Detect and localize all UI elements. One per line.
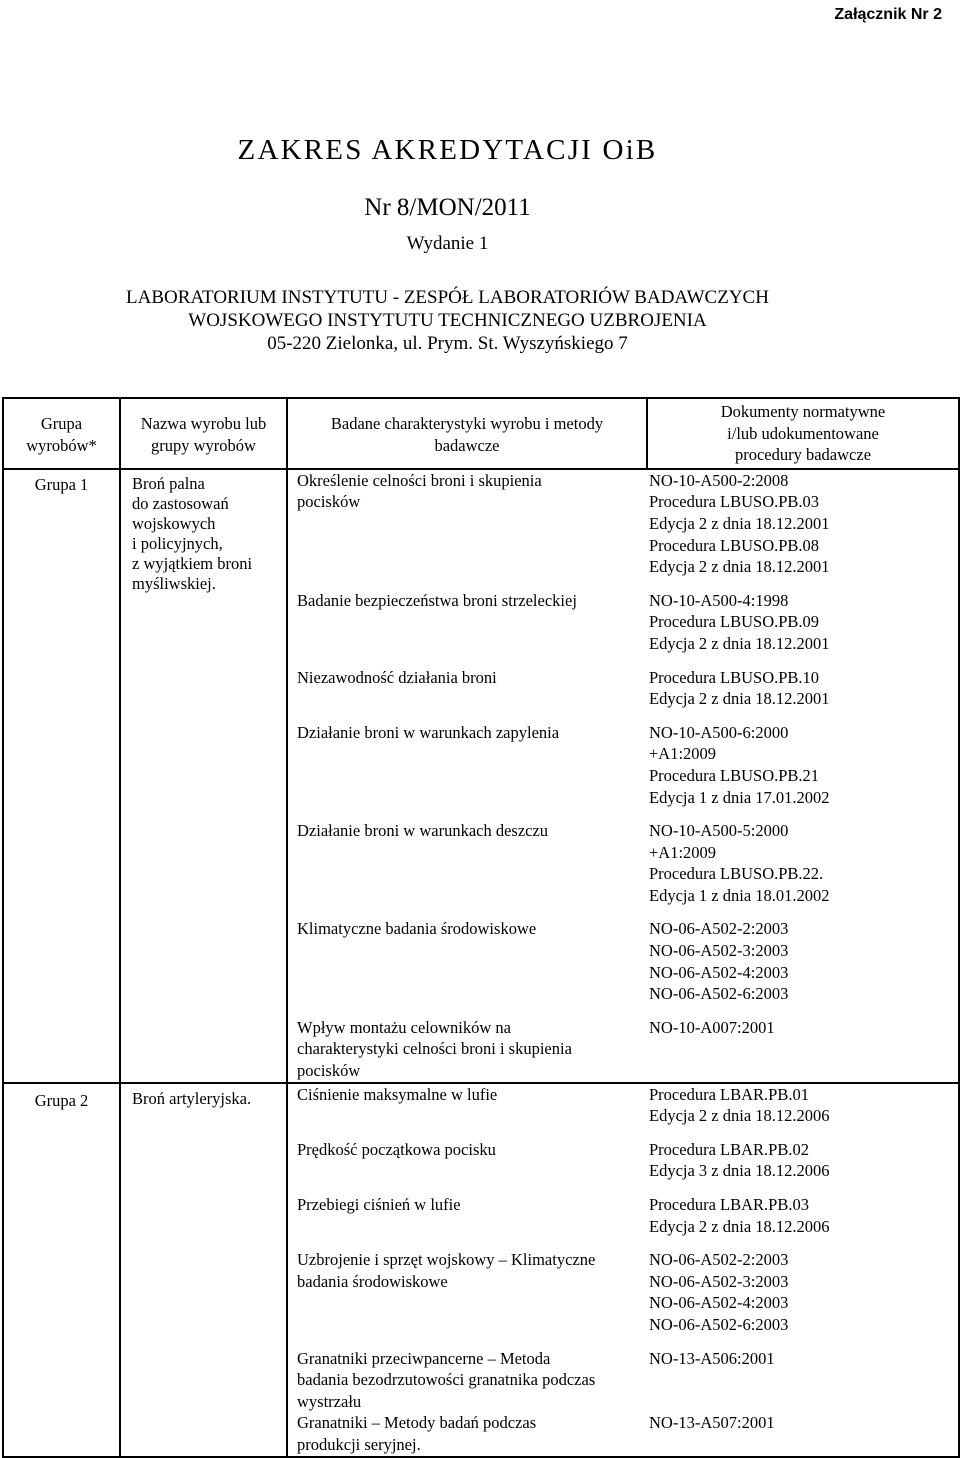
characteristic-line: charakterystyki celności broni i skupienia [297, 1039, 572, 1059]
characteristic [288, 1139, 645, 1182]
documents [645, 1194, 958, 1237]
document-line: NO-10-A500-5:2000 [649, 821, 789, 841]
document-line: Edycja 2 z dnia 18.12.2001 [649, 689, 830, 709]
documents [645, 1348, 958, 1413]
document-line: Edycja 2 z dnia 18.12.2006 [649, 1216, 830, 1236]
accreditation-number: Nr 8/MON/2011 [364, 194, 531, 221]
document-line: NO-06-A502-3:2003 [649, 941, 789, 961]
document-line: Procedura LBAR.PB.03 [649, 1195, 809, 1214]
document-line: Edycja 2 z dnia 18.12.2001 [649, 513, 830, 533]
document-line: Procedura LBAR.PB.02 [649, 1139, 809, 1159]
documents [645, 1084, 958, 1127]
document-line: NO-13-A506:2001 [649, 1348, 775, 1368]
test-items [287, 1083, 959, 1457]
document-line: Edycja 2 z dnia 18.12.2006 [649, 1106, 830, 1126]
characteristic-line: badania środowiskowe [297, 1271, 448, 1291]
characteristic-line: Działanie broni w warunkach deszczu [297, 821, 549, 841]
document-line: Edycja 2 z dnia 18.12.2001 [649, 633, 830, 653]
document-line: NO-13-A507:2001 [649, 1413, 775, 1433]
group-row-2 [3, 1083, 959, 1457]
characteristic [288, 470, 645, 578]
documents [645, 918, 958, 1004]
characteristic [288, 1348, 645, 1413]
product-line: i policyjnych, [132, 533, 223, 553]
group-row-1 [3, 469, 959, 1083]
document-line: Procedura LBUSO.PB.03 [649, 492, 820, 512]
documents [645, 1017, 958, 1082]
group-name: Grupa 2 [3, 1083, 120, 1457]
documents [645, 1249, 958, 1335]
table-header-row [3, 398, 959, 469]
document-line: NO-06-A502-2:2003 [649, 919, 789, 939]
document-line: NO-06-A502-6:2003 [649, 1314, 789, 1334]
header-documents: Dokumenty normatywne i/lub udokumentowane procedury badawcze [647, 398, 959, 469]
characteristic [288, 820, 645, 906]
characteristic-line: Uzbrojenie i sprzęt wojskowy – Klimatyczne [297, 1250, 596, 1270]
characteristic-line: Klimatyczne badania środowiskowe [297, 919, 537, 939]
test-item [288, 1139, 958, 1182]
product-line: Broń palna [132, 473, 205, 493]
characteristic [288, 1017, 645, 1082]
document-line: Procedura LBUSO.PB.22. [649, 864, 824, 884]
product-line: z wyjątkiem broni [132, 553, 253, 573]
document-line: Procedura LBUSO.PB.10 [649, 667, 820, 687]
document-line: NO-10-A007:2001 [649, 1017, 775, 1037]
laboratory-address: 05-220 Zielonka, ul. Prym. St. Wyszyńskiego 7 [267, 333, 628, 354]
laboratory-line: LABORATORIUM INSTYTUTU - ZESPÓŁ LABORATORIÓW BADAWCZYCH [126, 287, 769, 308]
document-line: Procedura LBUSO.PB.09 [649, 612, 820, 632]
characteristic-line: Niezawodność działania broni [297, 667, 497, 687]
product-name [120, 469, 287, 1083]
documents [645, 820, 958, 906]
laboratory-line: WOJSKOWEGO INSTYTUTU TECHNICZNEGO UZBROJENIA [188, 310, 707, 331]
test-item [288, 1249, 958, 1335]
header-product: Nazwa wyrobu lub grupy wyrobów [120, 398, 287, 469]
header-characteristics: Badane charakterystyki wyrobu i metody badawcze [287, 398, 647, 469]
document-line: Edycja 2 z dnia 18.12.2001 [649, 557, 830, 577]
characteristic-line: Granatniki przeciwpancerne – Metoda [297, 1348, 551, 1368]
documents [645, 470, 958, 578]
product-line: wojskowych [132, 513, 216, 533]
test-item [288, 667, 958, 710]
characteristic-line: Przebiegi ciśnień w lufie [297, 1195, 461, 1214]
documents [645, 667, 958, 710]
characteristic [288, 1412, 645, 1455]
header-group: Grupa wyrobów* [3, 398, 120, 469]
characteristic [288, 1249, 645, 1335]
product-line: Broń artyleryjska. [132, 1088, 252, 1108]
document-line: NO-06-A502-2:2003 [649, 1250, 789, 1270]
document-line: +A1:2009 [649, 744, 717, 764]
characteristic [288, 722, 645, 808]
characteristic-line: Działanie broni w warunkach zapylenia [297, 722, 560, 742]
documents [645, 1139, 958, 1182]
document-line: NO-10-A500-4:1998 [649, 590, 789, 610]
document-line: Edycja 1 z dnia 18.01.2002 [649, 885, 830, 905]
characteristic-line: wystrzału [297, 1391, 362, 1411]
characteristic-line: pocisków [297, 492, 361, 512]
annex-label: Załącznik Nr 2 [834, 6, 942, 23]
characteristic-line: Ciśnienie maksymalne w lufie [297, 1084, 498, 1104]
test-item [288, 1348, 958, 1413]
accreditation-scope-table [2, 397, 960, 1458]
characteristic [288, 918, 645, 1004]
document-line: NO-06-A502-6:2003 [649, 984, 789, 1004]
document-line: NO-06-A502-3:2003 [649, 1271, 789, 1291]
document-title: ZAKRES AKREDYTACJI OiB [237, 134, 658, 166]
document-line: Procedura LBUSO.PB.21 [649, 765, 820, 785]
edition-label: Wydanie 1 [406, 233, 489, 254]
characteristic-line: pocisków [297, 1061, 361, 1081]
document-line: Procedura LBAR.PB.01 [649, 1084, 809, 1104]
test-item [288, 722, 958, 808]
laboratory-name [0, 286, 895, 355]
document-line: NO-10-A500-6:2000 [649, 722, 789, 742]
document-line: Edycja 3 z dnia 18.12.2006 [649, 1161, 830, 1181]
document-line: Procedura LBUSO.PB.08 [649, 535, 820, 555]
document-line: NO-06-A502-4:2003 [649, 1293, 789, 1313]
product-line: myśliwskiej. [132, 573, 216, 593]
documents [645, 1412, 958, 1455]
document-line: Edycja 1 z dnia 17.01.2002 [649, 787, 830, 807]
test-items [287, 469, 959, 1083]
characteristic [288, 1194, 645, 1237]
test-item [288, 820, 958, 906]
test-item [288, 470, 958, 578]
product-line: do zastosowań [132, 493, 229, 513]
product-name [120, 1083, 287, 1457]
test-item [288, 918, 958, 1004]
documents [645, 722, 958, 808]
document-line: NO-10-A500-2:2008 [649, 470, 789, 490]
document-line: +A1:2009 [649, 842, 717, 862]
characteristic-line: Granatniki – Metody badań podczas [297, 1413, 537, 1433]
test-item [288, 1194, 958, 1237]
document-line: NO-06-A502-4:2003 [649, 962, 789, 982]
test-item [288, 1084, 958, 1127]
group-name: Grupa 1 [3, 469, 120, 1083]
characteristic-line: Badanie bezpieczeństwa broni strzeleckiej [297, 590, 577, 610]
characteristic [288, 667, 645, 710]
characteristic [288, 1084, 645, 1127]
documents [645, 590, 958, 655]
test-item [288, 1017, 958, 1082]
characteristic-line: badania bezodrzutowości granatnika podczas [297, 1370, 596, 1390]
characteristic-line: Określenie celności broni i skupienia [297, 470, 542, 490]
test-item [288, 590, 958, 655]
characteristic [288, 590, 645, 655]
characteristic-line: Wpływ montażu celowników na [297, 1017, 511, 1037]
characteristic-line: Prędkość początkowa pocisku [297, 1139, 496, 1159]
test-item [288, 1412, 958, 1455]
characteristic-line: produkcji seryjnej. [297, 1434, 421, 1454]
